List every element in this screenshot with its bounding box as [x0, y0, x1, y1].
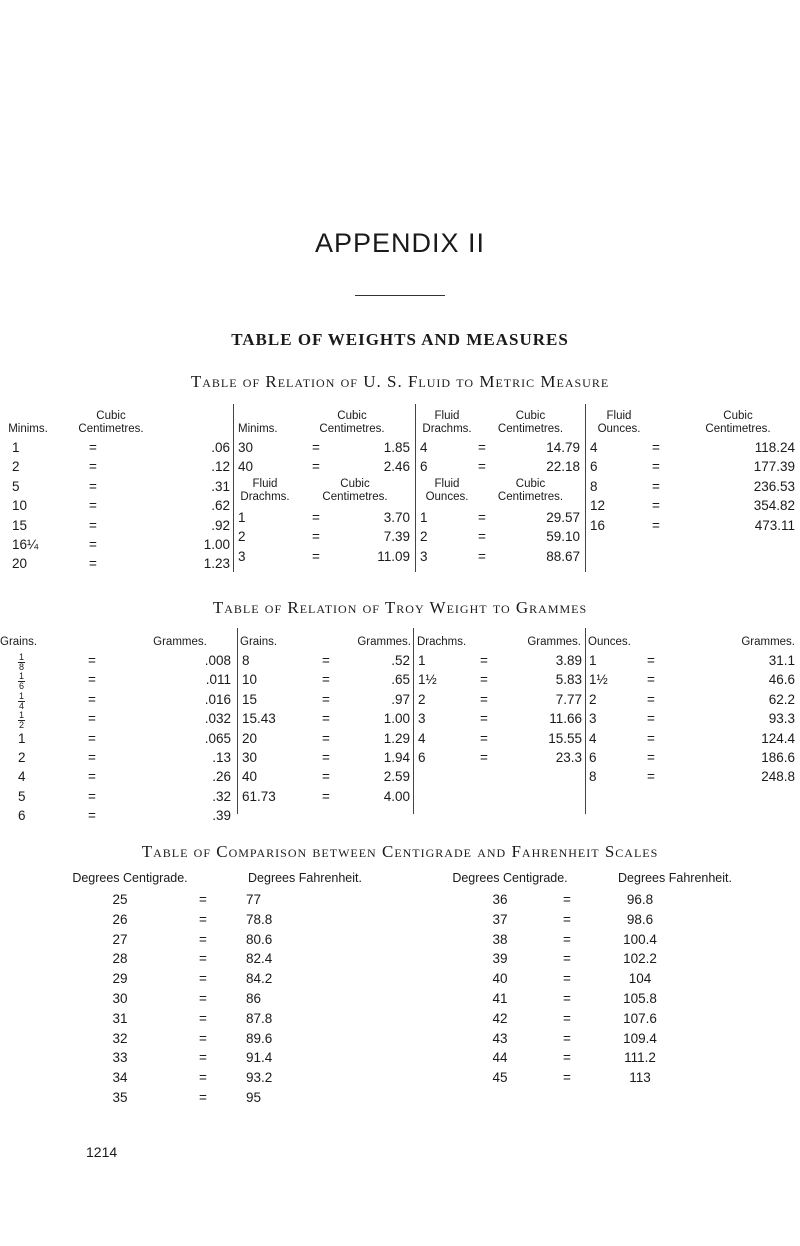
- equals-sign: =: [478, 548, 486, 564]
- cell-right-value: .97: [391, 691, 410, 707]
- cell-left-value: 45: [492, 1070, 508, 1086]
- cell-right-value: 23.3: [555, 750, 582, 765]
- fluid-c4-head-right-1: Cubic: [723, 410, 753, 422]
- equals-sign: =: [647, 769, 655, 785]
- fluid-c1-head-left: Minims.: [8, 423, 48, 435]
- troy-c3-head-right: Grammes.: [527, 636, 581, 648]
- equals-sign: =: [312, 529, 320, 545]
- equals-sign: =: [647, 750, 655, 765]
- equals-sign: =: [88, 788, 96, 804]
- equals-sign: =: [322, 653, 330, 668]
- equals-sign: =: [88, 750, 96, 765]
- cell-left-value: 3: [420, 548, 428, 564]
- equals-sign: =: [312, 548, 320, 564]
- cell-right-value: .65: [391, 672, 410, 688]
- cell-right-value: 3.89: [555, 653, 582, 668]
- equals-sign: =: [478, 529, 486, 545]
- equals-sign: =: [480, 730, 488, 746]
- cell-right-value: 473.11: [754, 517, 795, 533]
- fluid-c2a-head-left: Minims.: [238, 423, 278, 435]
- cell-right-value: .52: [391, 653, 410, 668]
- cell-left-value: 61.73: [242, 788, 276, 804]
- troy-divider-2: [413, 628, 414, 814]
- cell-right-value: 3.70: [383, 510, 410, 525]
- fraction: $\frac{1}{8}$: [19, 652, 25, 672]
- equals-sign: =: [199, 1070, 207, 1086]
- equals-sign: =: [563, 911, 571, 927]
- troy-divider-3: [585, 628, 586, 814]
- fluid-c1-head-right-1: Cubic: [96, 410, 126, 422]
- fraction: $\frac{1}{4}$: [19, 690, 25, 711]
- cell-left-value: [18, 672, 58, 691]
- equals-sign: =: [647, 653, 655, 668]
- equals-sign: =: [88, 691, 96, 707]
- cell-right-value: 1.00: [203, 537, 230, 552]
- cell-right-value: 98.6: [626, 911, 654, 927]
- fluid-c3b-head-right-1: Cubic: [515, 478, 546, 490]
- cell-right-value: 7.77: [555, 691, 582, 707]
- cell-right-value: 2.59: [383, 769, 410, 785]
- cell-right-value: 82.4: [246, 951, 273, 967]
- troy-c1-head-right: Grammes.: [153, 636, 207, 648]
- equals-sign: =: [199, 951, 207, 967]
- temp-left-head-right: Degrees Fahrenheit.: [248, 871, 362, 885]
- equals-sign: =: [563, 991, 571, 1006]
- equals-sign: =: [88, 769, 96, 785]
- cell-left-value: [18, 692, 58, 711]
- cell-right-value: 11.66: [549, 711, 582, 727]
- cell-left-value: 44: [492, 1050, 508, 1066]
- fluid-c3a-head-left-2: Drachms.: [422, 423, 472, 435]
- cell-left-value: 10: [12, 498, 28, 514]
- cell-left-value: 1½: [589, 672, 608, 688]
- cell-right-value: 124.4: [761, 730, 795, 746]
- troy-divider-1: [237, 628, 238, 814]
- cell-left-value: 1: [420, 510, 428, 525]
- cell-left-value: 34: [112, 1070, 128, 1086]
- equals-sign: =: [652, 440, 660, 455]
- cell-right-value: 1.29: [383, 730, 410, 746]
- equals-sign: =: [199, 892, 207, 907]
- cell-left-value: 1: [589, 653, 597, 668]
- equals-sign: =: [480, 653, 488, 668]
- equals-sign: =: [199, 1010, 207, 1026]
- cell-right-value: .065: [204, 730, 231, 746]
- fluid-table-title: Table of Relation of U. S. Fluid to Metric Measure: [190, 372, 610, 391]
- equals-sign: =: [89, 556, 97, 572]
- cell-left-value: 40: [238, 459, 254, 475]
- cell-left-value: 6: [420, 459, 428, 475]
- cell-right-value: .32: [212, 788, 231, 804]
- equals-sign: =: [563, 1010, 571, 1026]
- cell-right-value: .06: [211, 440, 230, 455]
- heading-rule: [355, 295, 445, 296]
- cell-left-value: 20: [242, 730, 258, 746]
- equals-sign: =: [89, 459, 97, 475]
- cell-right-value: 93.2: [246, 1070, 273, 1086]
- equals-sign: =: [652, 517, 660, 533]
- cell-left-value: 42: [492, 1010, 508, 1026]
- cell-left-value: 2: [418, 691, 426, 707]
- cell-right-value: 22.18: [546, 459, 580, 475]
- cell-left-value: 2: [12, 459, 20, 475]
- equals-sign: =: [322, 788, 330, 804]
- equals-sign: =: [312, 459, 320, 475]
- troy-c2-head-right: Grammes.: [357, 636, 411, 648]
- cell-left-value: 6: [418, 750, 426, 765]
- equals-sign: =: [563, 1070, 571, 1086]
- equals-sign: =: [89, 498, 97, 514]
- cell-left-value: 1: [12, 440, 20, 455]
- fluid-c2a-head-right-1: Cubic: [337, 410, 367, 422]
- fluid-c3a-head-left-1: Fluid: [434, 410, 460, 422]
- temp-right-head-left: Degrees Centigrade.: [452, 871, 568, 885]
- troy-table-title: Table of Relation of Troy Weight to Grammes: [212, 598, 588, 617]
- cell-right-value: 14.79: [546, 440, 580, 455]
- cell-left-value: 5: [12, 478, 20, 494]
- cell-right-value: .12: [211, 459, 230, 475]
- cell-right-value: 78.8: [246, 911, 273, 927]
- fluid-c2a-head-right-2: Centimetres.: [319, 423, 385, 435]
- troy-c4-head-right: Grammes.: [741, 636, 795, 648]
- cell-right-value: 62.2: [768, 691, 795, 707]
- equals-sign: =: [89, 537, 97, 552]
- cell-right-value: 89.6: [246, 1030, 273, 1046]
- cell-left-value: 39: [492, 951, 508, 967]
- cell-right-value: .032: [204, 711, 231, 727]
- cell-right-value: 107.6: [623, 1010, 657, 1026]
- cell-right-value: .016: [204, 691, 231, 707]
- cell-right-value: 84.2: [246, 971, 273, 987]
- cell-left-value: 41: [492, 991, 508, 1006]
- cell-left-value: 30: [242, 750, 258, 765]
- equals-sign: =: [563, 1050, 571, 1066]
- equals-sign: =: [478, 440, 486, 455]
- cell-right-value: .39: [212, 808, 231, 824]
- cell-right-value: 1.00: [383, 711, 410, 727]
- fluid-c3a-head-right-2: Centimetres.: [497, 423, 564, 435]
- cell-left-value: 36: [492, 892, 508, 907]
- equals-sign: =: [89, 440, 97, 455]
- equals-sign: =: [322, 730, 330, 746]
- equals-sign: =: [322, 711, 330, 727]
- fluid-c4-head-left-1: Fluid: [606, 410, 632, 422]
- equals-sign: =: [563, 1030, 571, 1046]
- cell-right-value: 177.39: [753, 459, 795, 475]
- cell-left-value: 3: [238, 548, 246, 564]
- cell-left-value: 1: [18, 730, 26, 746]
- cell-left-value: 4: [18, 769, 26, 785]
- fluid-c3b-head-right-2: Centimetres.: [497, 491, 564, 503]
- cell-left-value: 33: [112, 1050, 128, 1066]
- cell-right-value: 4.00: [383, 788, 410, 804]
- cell-left-value: 31: [112, 1010, 128, 1026]
- equals-sign: =: [312, 510, 320, 525]
- cell-right-value: 80.6: [246, 931, 273, 947]
- fluid-c2b-head-right-2: Centimetres.: [322, 491, 388, 503]
- cell-right-value: 29.57: [546, 510, 580, 525]
- cell-left-value: 8: [242, 653, 250, 668]
- cell-right-value: 248.8: [761, 769, 795, 785]
- cell-right-value: 236.53: [753, 478, 795, 494]
- temp-right-head-right: Degrees Fahrenheit.: [618, 871, 732, 885]
- cell-left-value: 15.43: [242, 711, 276, 727]
- cell-left-value: 16: [590, 517, 606, 533]
- cell-right-value: 88.67: [546, 548, 580, 564]
- cell-left-value: 4: [418, 730, 426, 746]
- cell-left-value: 25: [112, 892, 128, 907]
- cell-left-value: 1½: [418, 672, 437, 688]
- fluid-c2b-head-right-1: Cubic: [340, 478, 370, 490]
- cell-right-value: 77: [246, 892, 262, 907]
- cell-left-value: 15: [12, 517, 28, 533]
- troy-c3-head-left: Drachms.: [417, 636, 467, 648]
- cell-right-value: 100.4: [623, 931, 657, 947]
- cell-left-value: 28: [112, 951, 128, 967]
- cell-right-value: 113: [629, 1070, 651, 1086]
- cell-right-value: 1.94: [383, 750, 410, 765]
- troy-c1-head-left: Grains.: [0, 636, 38, 648]
- equals-sign: =: [563, 951, 571, 967]
- temp-left-head-left: Degrees Centigrade.: [72, 871, 188, 885]
- equals-sign: =: [199, 931, 207, 947]
- cell-right-value: 31.1: [768, 653, 795, 668]
- temp-table-title: Table of Comparison between Centigrade and Fahrenheit Scales: [141, 842, 659, 861]
- cell-right-value: 111.2: [624, 1050, 656, 1066]
- equals-sign: =: [563, 931, 571, 947]
- cell-left-value: 26: [112, 911, 128, 927]
- cell-right-value: 86: [246, 991, 262, 1006]
- fluid-c1-head-right-2: Centimetres.: [78, 423, 144, 435]
- equals-sign: =: [563, 892, 571, 907]
- equals-sign: =: [199, 911, 207, 927]
- equals-sign: =: [647, 691, 655, 707]
- equals-sign: =: [322, 691, 330, 707]
- cell-left-value: 30: [238, 440, 254, 455]
- cell-left-value: 2: [238, 529, 246, 545]
- cell-right-value: 96.8: [626, 892, 654, 907]
- troy-c2-head-left: Grains.: [240, 636, 278, 648]
- cell-left-value: 16¼: [12, 537, 39, 552]
- cell-right-value: 46.6: [768, 672, 795, 688]
- cell-left-value: 35: [112, 1090, 128, 1105]
- cell-right-value: 15.55: [548, 730, 582, 746]
- equals-sign: =: [647, 711, 655, 727]
- equals-sign: =: [89, 478, 97, 494]
- appendix-heading: APPENDIX II: [314, 228, 486, 258]
- cell-left-value: 2: [589, 691, 597, 707]
- cell-left-value: 2: [18, 750, 26, 765]
- cell-left-value: 37: [492, 911, 508, 927]
- fluid-c3a-head-right-1: Cubic: [515, 410, 546, 422]
- equals-sign: =: [199, 1030, 207, 1046]
- cell-right-value: 105.8: [623, 991, 657, 1006]
- cell-left-value: [18, 653, 58, 672]
- equals-sign: =: [478, 510, 486, 525]
- fluid-c2b-head-left-1: Fluid: [252, 478, 278, 490]
- cell-right-value: 7.39: [383, 529, 410, 545]
- cell-left-value: 4: [590, 440, 598, 455]
- cell-left-value: 4: [589, 730, 597, 746]
- cell-left-value: 6: [590, 459, 598, 475]
- cell-left-value: 27: [112, 931, 128, 947]
- troy-c4-head-left: Ounces.: [588, 636, 631, 648]
- equals-sign: =: [88, 808, 96, 824]
- cell-right-value: 109.4: [623, 1030, 657, 1046]
- cell-right-value: 95: [246, 1090, 262, 1105]
- equals-sign: =: [88, 730, 96, 746]
- cell-left-value: 3: [589, 711, 597, 727]
- cell-right-value: 91.4: [246, 1050, 273, 1066]
- equals-sign: =: [647, 672, 655, 688]
- cell-left-value: 10: [242, 672, 258, 688]
- cell-left-value: 6: [589, 750, 597, 765]
- cell-right-value: 102.2: [623, 951, 657, 967]
- fluid-c2b-head-left-2: Drachms.: [240, 491, 290, 503]
- cell-right-value: 93.3: [768, 711, 795, 727]
- equals-sign: =: [652, 459, 660, 475]
- equals-sign: =: [322, 750, 330, 765]
- cell-left-value: 32: [112, 1030, 128, 1046]
- equals-sign: =: [478, 459, 486, 475]
- cell-right-value: 118.24: [754, 440, 795, 455]
- cell-right-value: 186.6: [761, 750, 795, 765]
- cell-left-value: 12: [590, 498, 606, 514]
- cell-left-value: 5: [18, 788, 26, 804]
- equals-sign: =: [480, 711, 488, 727]
- cell-right-value: .26: [212, 769, 231, 785]
- equals-sign: =: [199, 1090, 207, 1105]
- equals-sign: =: [480, 672, 488, 688]
- equals-sign: =: [652, 478, 660, 494]
- cell-left-value: 15: [242, 691, 258, 707]
- cell-left-value: 20: [12, 556, 28, 572]
- equals-sign: =: [199, 1050, 207, 1066]
- cell-left-value: [18, 711, 58, 730]
- equals-sign: =: [88, 653, 96, 668]
- cell-left-value: 29: [112, 971, 128, 987]
- main-title: TABLE OF WEIGHTS AND MEASURES: [231, 330, 569, 349]
- page-number: 1214: [86, 1144, 118, 1160]
- cell-right-value: 104: [628, 971, 652, 987]
- equals-sign: =: [199, 991, 207, 1006]
- fluid-c3b-head-left-2: Ounces.: [425, 491, 469, 503]
- cell-left-value: 4: [420, 440, 428, 455]
- equals-sign: =: [647, 730, 655, 746]
- equals-sign: =: [322, 672, 330, 688]
- cell-left-value: 38: [492, 931, 508, 947]
- cell-right-value: 5.83: [555, 672, 582, 688]
- fluid-c3b-head-left-1: Fluid: [434, 478, 460, 490]
- cell-left-value: 6: [18, 808, 26, 824]
- equals-sign: =: [199, 971, 207, 987]
- equals-sign: =: [88, 672, 96, 688]
- cell-right-value: 59.10: [546, 529, 580, 545]
- equals-sign: =: [89, 517, 97, 533]
- equals-sign: =: [480, 750, 488, 765]
- cell-right-value: 1.23: [203, 556, 230, 572]
- fluid-c4-head-left-2: Ounces.: [597, 423, 641, 435]
- cell-left-value: 3: [418, 711, 426, 727]
- cell-left-value: 40: [242, 769, 258, 785]
- cell-right-value: 87.8: [246, 1010, 273, 1026]
- equals-sign: =: [480, 691, 488, 707]
- cell-left-value: 30: [112, 991, 128, 1006]
- cell-right-value: 1.85: [383, 440, 410, 455]
- cell-right-value: .31: [211, 478, 230, 494]
- cell-left-value: 2: [420, 529, 428, 545]
- cell-right-value: .62: [211, 498, 230, 514]
- cell-right-value: .011: [205, 672, 231, 688]
- cell-right-value: .008: [204, 653, 231, 668]
- equals-sign: =: [563, 971, 571, 987]
- fluid-c4-head-right-2: Centimetres.: [705, 423, 771, 435]
- fraction: $\frac{1}{6}$: [19, 671, 25, 692]
- cell-right-value: .92: [211, 517, 230, 533]
- cell-left-value: 1: [418, 653, 426, 668]
- cell-left-value: 43: [492, 1030, 508, 1046]
- cell-right-value: 2.46: [383, 459, 410, 475]
- cell-left-value: 1: [238, 510, 246, 525]
- cell-right-value: 11.09: [377, 548, 410, 564]
- cell-left-value: 8: [589, 769, 597, 785]
- equals-sign: =: [88, 711, 96, 727]
- equals-sign: =: [312, 440, 320, 455]
- equals-sign: =: [322, 769, 330, 785]
- fraction: $\frac{1}{2}$: [19, 710, 25, 731]
- cell-right-value: .13: [212, 750, 231, 765]
- cell-right-value: 354.82: [753, 498, 795, 514]
- cell-left-value: 40: [492, 971, 508, 987]
- cell-left-value: 8: [590, 478, 598, 494]
- equals-sign: =: [652, 498, 660, 514]
